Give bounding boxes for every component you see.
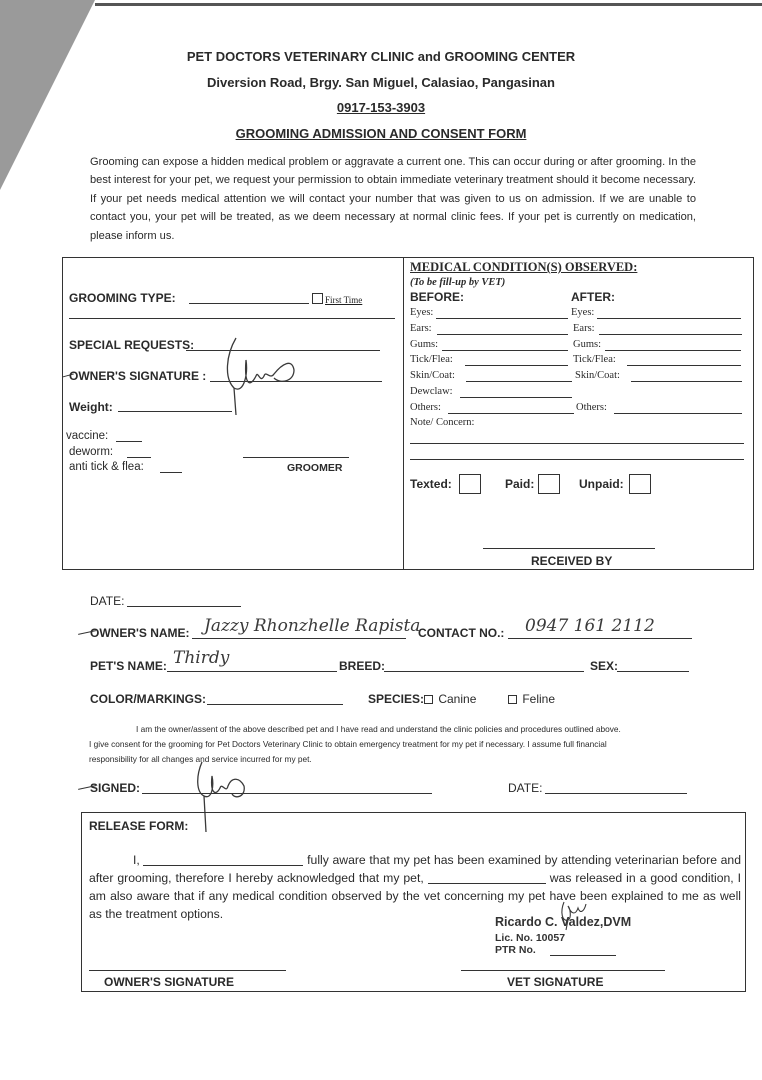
color-markings-label: COLOR/MARKINGS:	[90, 692, 206, 706]
before-skin-field[interactable]	[466, 381, 572, 382]
breed-label: BREED:	[339, 659, 386, 673]
owner-signature-label: OWNER'S SIGNATURE :	[69, 369, 207, 383]
species-feline-label: Feline	[522, 692, 556, 706]
clinic-phone: 0917-153-3903	[336, 100, 426, 115]
contact-field[interactable]	[508, 638, 692, 639]
texted-label: Texted:	[410, 477, 452, 491]
vaccine-label: vaccine:	[66, 430, 109, 442]
note-line-2[interactable]	[410, 459, 744, 460]
weight-field[interactable]	[118, 411, 232, 412]
before-tick-label: Tick/Flea:	[410, 354, 453, 365]
before-others-field[interactable]	[448, 413, 574, 414]
page-corner-shadow	[0, 0, 95, 190]
unpaid-label: Unpaid:	[579, 477, 624, 491]
date-label: DATE:	[90, 594, 125, 608]
release-p2: fully aware that my pet has been examined by attending veterinarian before and after grooming, therefore I hereby acknowledged that my pet,	[89, 853, 741, 885]
anti-tick-field[interactable]	[160, 472, 182, 473]
owner-signature-mark	[222, 330, 302, 420]
vet-license-stamp: Lic. No. 10057	[495, 932, 566, 944]
contact-value: 0947 161 2112	[525, 616, 655, 636]
page-top-edge	[95, 3, 762, 6]
paid-label: Paid:	[505, 477, 535, 491]
release-paragraph	[89, 851, 741, 923]
owner-name-field[interactable]	[192, 638, 406, 639]
signed-field[interactable]	[142, 793, 432, 794]
after-eyes-label: Eyes:	[571, 307, 595, 318]
contact-label: CONTACT NO.:	[418, 626, 505, 640]
after-tick-field[interactable]	[627, 365, 741, 366]
consent-line-2: I give consent for the grooming for Pet Doctors Veterinary Clinic to obtain emergency treatment for my pet if necessary. I assume full financial	[89, 739, 607, 749]
release-owner-signature-label: OWNER'S SIGNATURE	[104, 975, 234, 989]
received-by-line[interactable]	[483, 548, 655, 549]
after-ears-field[interactable]	[599, 334, 742, 335]
before-others-label: Others:	[410, 402, 441, 413]
before-gums-field[interactable]	[442, 350, 568, 351]
vet-ptr-field[interactable]	[550, 955, 616, 956]
before-gums-label: Gums:	[410, 339, 439, 350]
sex-label: SEX:	[590, 659, 619, 673]
medical-title: MEDICAL CONDITION(S) OBSERVED:	[410, 260, 638, 274]
vet-ptr-stamp: PTR No.	[495, 944, 536, 956]
first-time-label: First Time	[325, 295, 363, 305]
vet-signature-mark	[556, 896, 596, 932]
before-ears-label: Ears:	[410, 323, 432, 334]
after-skin-label: Skin/Coat:	[575, 370, 620, 381]
vet-signature-label: VET SIGNATURE	[507, 975, 604, 989]
after-gums-label: Gums:	[573, 339, 602, 350]
before-ears-field[interactable]	[437, 334, 568, 335]
received-by-label: RECEIVED BY	[531, 554, 613, 568]
vaccine-field[interactable]	[116, 441, 142, 442]
after-others-label: Others:	[576, 402, 607, 413]
consent-date-label: DATE:	[508, 781, 543, 795]
release-owner-signature-line[interactable]	[89, 970, 286, 971]
after-gums-field[interactable]	[605, 350, 741, 351]
pet-name-value: Thirdy	[173, 648, 230, 668]
consent-line-3: responsibility for all changes and service incurred for my pet.	[89, 754, 312, 764]
weight-label: Weight:	[69, 400, 113, 414]
before-tick-field[interactable]	[465, 365, 568, 366]
checkbox-icon	[508, 695, 517, 704]
unpaid-checkbox[interactable]	[629, 474, 651, 494]
consent-line-1: I am the owner/assent of the above described pet and I have read and understand the clinic policies and procedures outlined above.	[136, 724, 621, 734]
groomer-signature-line[interactable]	[243, 457, 349, 458]
before-eyes-field[interactable]	[436, 318, 568, 319]
anti-tick-label: anti tick & flea:	[69, 461, 144, 473]
release-owner-name-field[interactable]	[143, 853, 303, 866]
color-markings-field[interactable]	[207, 704, 343, 705]
vet-name-stamp: Ricardo C. Valdez,DVM	[495, 915, 632, 929]
medical-subtitle: (To be fill-up by VET)	[410, 277, 506, 288]
consent-date-field[interactable]	[545, 793, 687, 794]
paid-checkbox[interactable]	[538, 474, 560, 494]
species-canine-label: Canine	[438, 692, 477, 706]
grooming-type-extra-line[interactable]	[69, 318, 395, 319]
after-eyes-field[interactable]	[597, 318, 741, 319]
pet-name-field[interactable]	[167, 671, 337, 672]
deworm-label: deworm:	[69, 446, 114, 458]
before-eyes-label: Eyes:	[410, 307, 434, 318]
checkbox-icon	[312, 293, 323, 304]
before-label: BEFORE:	[410, 290, 464, 304]
before-dewclaw-label: Dewclaw:	[410, 386, 453, 397]
first-time-checkbox[interactable]	[312, 293, 362, 305]
clinic-address: Diversion Road, Brgy. San Miguel, Calasiao, Pangasinan	[207, 75, 555, 90]
note-line-1[interactable]	[410, 443, 744, 444]
before-dewclaw-field[interactable]	[460, 397, 572, 398]
after-others-field[interactable]	[614, 413, 742, 414]
deworm-field[interactable]	[127, 457, 151, 458]
checkbox-icon	[424, 695, 433, 704]
sex-field[interactable]	[617, 671, 689, 672]
species-label: SPECIES:	[368, 692, 425, 706]
owner-name-value: Jazzy Rhonzhelle Rapista	[204, 616, 421, 636]
form-title: GROOMING ADMISSION AND CONSENT FORM	[235, 126, 527, 141]
after-tick-label: Tick/Flea:	[573, 354, 616, 365]
grooming-type-field[interactable]	[189, 303, 309, 304]
vet-signature-line[interactable]	[461, 970, 665, 971]
column-divider	[403, 257, 404, 569]
species-feline-option[interactable]	[508, 692, 555, 706]
signed-label: SIGNED:	[90, 781, 141, 795]
species-canine-option[interactable]	[424, 692, 476, 706]
grooming-type-label: GROOMING TYPE:	[69, 291, 176, 305]
after-label: AFTER:	[571, 290, 615, 304]
before-skin-label: Skin/Coat:	[410, 370, 455, 381]
release-p1: I,	[133, 853, 140, 867]
breed-field[interactable]	[384, 671, 584, 672]
after-ears-label: Ears:	[573, 323, 595, 334]
after-skin-field[interactable]	[631, 381, 742, 382]
special-requests-label: SPECIAL REQUESTS:	[69, 338, 195, 352]
release-p3: was released in a good condition, I am also aware that if any medical condition observed by the vet concerning my pet have been explained to me as well as the treatment options.	[89, 871, 742, 921]
texted-checkbox[interactable]	[459, 474, 481, 494]
groomer-label: GROOMER	[287, 462, 343, 474]
date-field[interactable]	[127, 606, 241, 607]
clinic-name: PET DOCTORS VETERINARY CLINIC and GROOMING CENTER	[186, 49, 576, 64]
release-form-title: RELEASE FORM:	[89, 819, 189, 833]
owner-name-label: OWNER'S NAME:	[90, 626, 190, 640]
intro-paragraph: Grooming can expose a hidden medical problem or aggravate a current one. This can occur during or after grooming. In the best interest for your pet, we request your permission to obtain immediate veterinary treatment should it become necessary. If your pet needs medical attention we will contact your number that was given to us on admission. If we are unable to contact you, your pet will be treated, as we deem necessary at normal clinic fees. If your pet is currently on medication, please inform us.	[90, 156, 696, 242]
pet-name-label: PET'S NAME:	[90, 659, 167, 673]
note-label: Note/ Concern:	[410, 417, 475, 428]
release-pet-name-field[interactable]	[428, 871, 546, 884]
